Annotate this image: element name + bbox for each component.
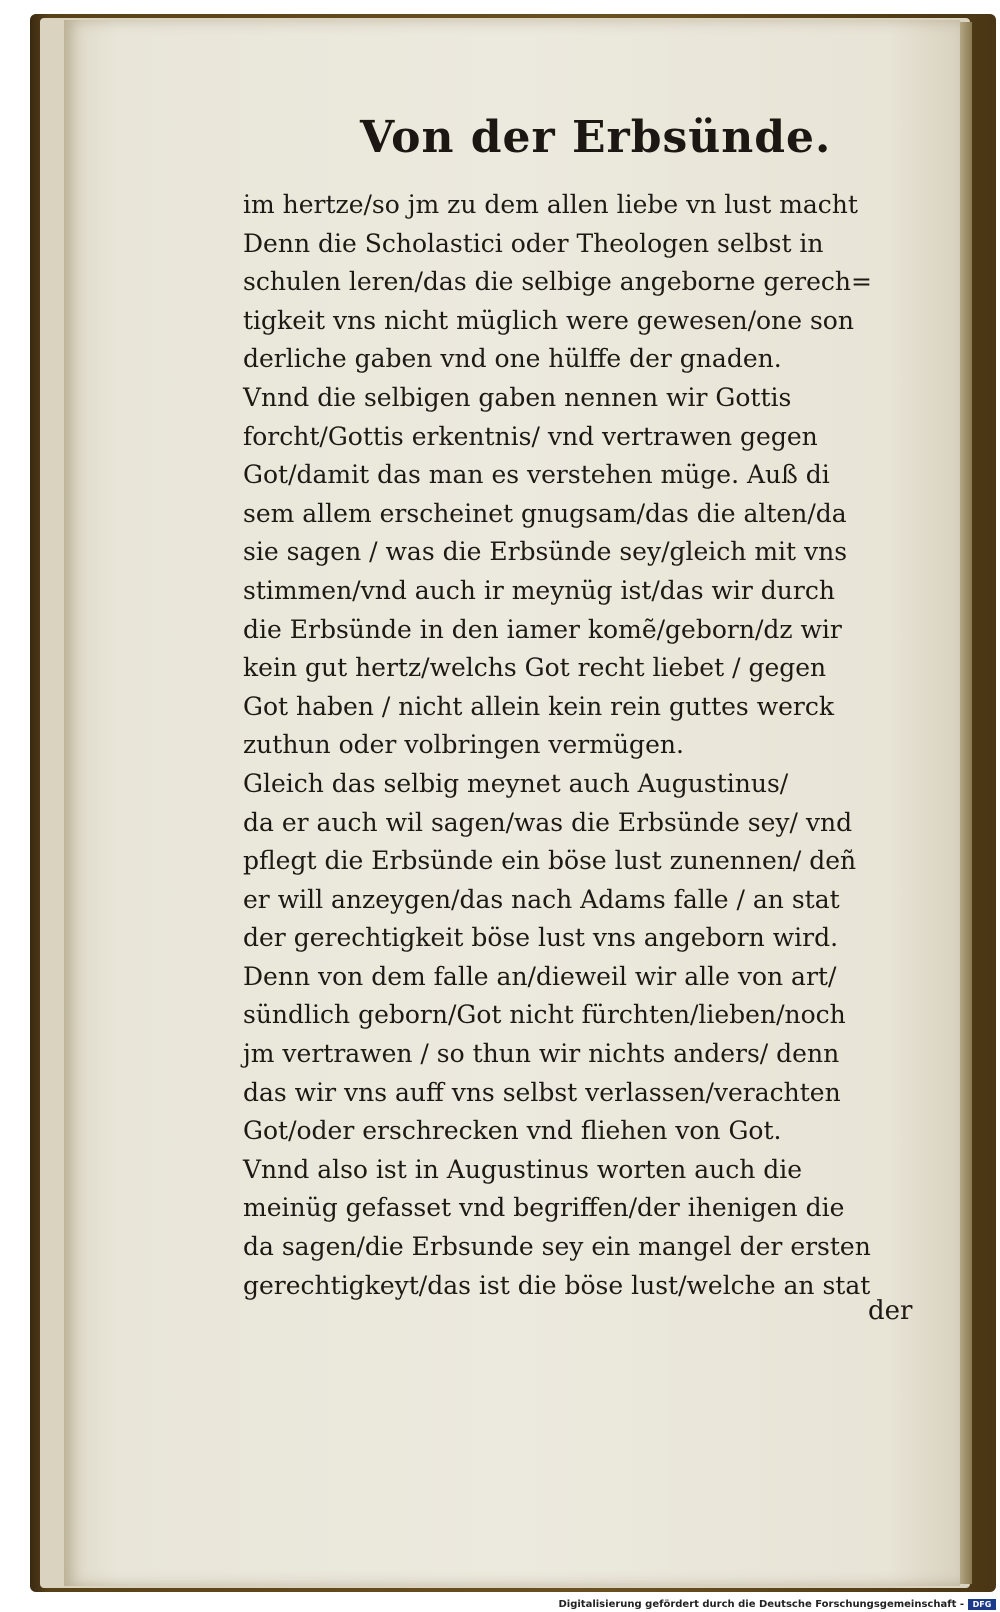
text-line: forcht/Gottis erkentnis/ vnd vertrawen gegen (243, 421, 818, 451)
text-block (243, 186, 923, 1305)
text-line: Vnnd die selbigen gaben nennen wir Gottis (243, 382, 792, 412)
page-heading: Von der Erbsünde. (360, 112, 832, 163)
text-line: gerechtigkeyt/das ist die böse lust/welche an stat (243, 1270, 871, 1300)
text-line: Got haben / nicht allein kein rein guttes werck (243, 691, 835, 721)
text-line: der gerechtigkeit böse lust vns angeborn wird. (243, 923, 839, 953)
text-line: Got/damit das man es verstehen müge. Auß di (243, 460, 830, 490)
text-line: sem allem erscheinet gnugsam/das die alten/da (243, 498, 847, 528)
text-line: Denn von dem falle an/dieweil wir alle von art/ (243, 961, 837, 991)
dfg-logo: DFG (968, 1599, 996, 1610)
text-line: tigkeit vns nicht müglich were gewesen/one son (243, 305, 854, 335)
text-line: Got/oder erschrecken vnd fliehen von Got. (243, 1116, 782, 1146)
text-line: das wir vns auff vns selbst verlassen/verachten (243, 1077, 841, 1107)
text-line: pflegt die Erbsünde ein böse lust zunennen/ deñ (243, 846, 857, 876)
text-line: Gleich das selbig meynet auch Augustinus/ (243, 768, 789, 798)
text-line: derliche gaben vnd one hülffe der gnaden. (243, 344, 782, 374)
text-line: da er auch wil sagen/was die Erbsünde sey/ vnd (243, 807, 853, 837)
text-line: die Erbsünde in den iamer komẽ/geborn/dz wir (243, 614, 842, 644)
text-line: sie sagen / was die Erbsünde sey/gleich mit vns (243, 537, 848, 567)
text-line: sündlich geborn/Got nicht fürchten/lieben/noch (243, 1000, 846, 1030)
text-line: da sagen/die Erbsunde sey ein mangel der ersten (243, 1232, 871, 1262)
text-line: meinüg gefasset vnd begriffen/der ihenigen die (243, 1193, 845, 1223)
dfg-credit: Digitalisierung gefördert durch die Deutsche Forschungsgemeinschaft - (558, 1599, 964, 1610)
text-line: jm vertrawen / so thun wir nichts anders/ denn (243, 1039, 840, 1069)
catchword: der (868, 1296, 913, 1326)
text-line: im hertze/so jm zu dem allen liebe vn lust macht (243, 190, 858, 219)
text-line: zuthun oder volbringen vermügen. (243, 730, 684, 760)
text-line: er will anzeygen/das nach Adams falle / an stat (243, 884, 840, 914)
text-line: kein gut hertz/welchs Got recht liebet / gegen (243, 653, 827, 683)
text-line: Denn die Scholastici oder Theologen selbst in (243, 228, 824, 258)
text-line: stimmen/vnd auch ir meynüg ist/das wir durch (243, 575, 835, 605)
page-stack-edge (958, 22, 972, 1584)
text-line: Vnnd also ist in Augustinus worten auch die (243, 1154, 803, 1184)
text-line: schulen leren/das die selbige angeborne gerech= (243, 267, 872, 297)
